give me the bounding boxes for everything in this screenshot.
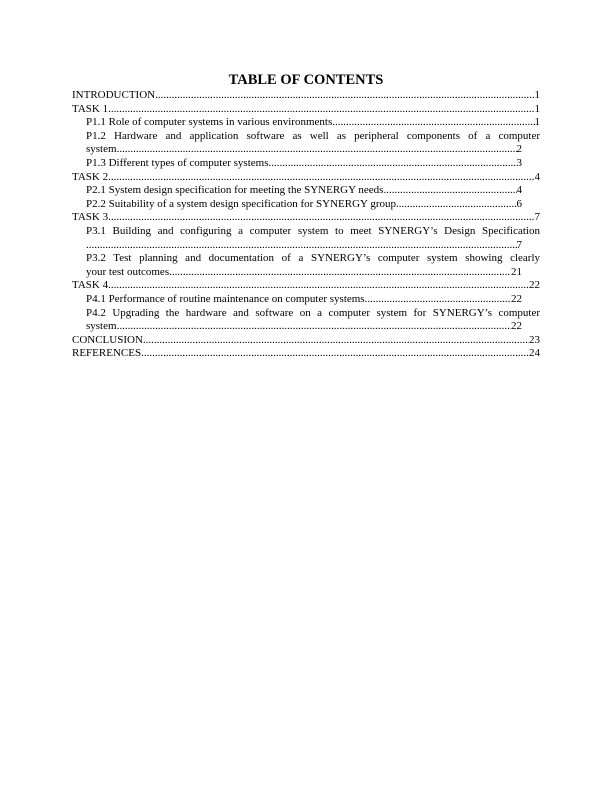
dot-leader — [169, 266, 511, 280]
toc-entry-label: TASK 4 — [72, 279, 109, 292]
dot-leader — [117, 143, 517, 157]
dot-leader — [108, 279, 529, 293]
toc-entry-label: P2.1 System design specification for meeting the SYNERGY needs — [86, 184, 384, 197]
dot-leader — [269, 157, 517, 171]
toc-entry-label: P1.2 Hardware and application software as well as peripheral components of a computer — [86, 129, 540, 142]
toc-list — [72, 89, 540, 361]
toc-entry-p3-1[interactable] — [72, 225, 540, 252]
toc-entry-page: 1 — [534, 116, 540, 129]
toc-entry-page: 24 — [529, 347, 540, 360]
toc-entry-page: 4 — [516, 184, 522, 197]
toc-entry-task-2[interactable] — [72, 171, 540, 185]
toc-entry-label: REFERENCES — [72, 347, 142, 360]
toc-entry-label-continued: your test outcomes — [86, 265, 170, 278]
toc-entry-label: P3.1 Building and configuring a computer system to meet SYNERGY’s Design Specification — [86, 224, 540, 237]
dot-leader — [383, 184, 516, 198]
toc-entry-page: 1 — [534, 102, 540, 115]
dot-leader — [332, 116, 534, 130]
toc-entry-label: TASK 3 — [72, 211, 109, 224]
dot-leader — [365, 293, 511, 307]
toc-entry-label: TASK 1 — [72, 102, 109, 115]
toc-entry-p1-3[interactable] — [72, 157, 540, 171]
dot-leader — [155, 89, 534, 103]
toc-entry-page: 1 — [534, 89, 540, 101]
toc-entry-label: INTRODUCTION — [72, 89, 156, 101]
toc-entry-page: 22 — [511, 292, 522, 305]
toc-entry-label: P4.1 Performance of routine maintenance on computer systems — [86, 292, 365, 305]
dot-leader — [108, 211, 534, 225]
dot-leader — [108, 171, 534, 185]
toc-entry-page: 4 — [534, 170, 540, 183]
toc-entry-page: 22 — [511, 320, 522, 333]
toc-entry-p2-2[interactable] — [72, 198, 540, 212]
toc-entry-task-3[interactable] — [72, 211, 540, 225]
toc-entry-p1-2[interactable] — [72, 130, 540, 157]
toc-entry-label-continued: system — [86, 143, 117, 156]
dot-leader — [143, 334, 529, 348]
toc-entry-task-1[interactable] — [72, 103, 540, 117]
toc-entry-page: 6 — [516, 197, 522, 210]
toc-entry-label: CONCLUSION — [72, 333, 143, 346]
toc-entry-page: 7 — [534, 211, 540, 224]
dot-leader — [141, 347, 529, 361]
document-page — [72, 72, 540, 361]
toc-entry-references[interactable] — [72, 347, 540, 361]
toc-entry-page: 22 — [529, 279, 540, 292]
toc-entry-page: 3 — [516, 156, 522, 169]
toc-entry-p4-1[interactable] — [72, 293, 540, 307]
dot-leader — [108, 103, 534, 117]
toc-entry-label: P2.2 Suitability of a system design specification for SYNERGY group — [86, 197, 397, 210]
toc-entry-page: 23 — [529, 333, 540, 346]
toc-entry-conclusion[interactable] — [72, 334, 540, 348]
toc-entry-label: P1.3 Different types of computer systems — [86, 156, 269, 169]
toc-entry-label-continued: system — [86, 320, 117, 333]
toc-title: TABLE OF CONTENTS — [228, 72, 384, 88]
dot-leader — [86, 239, 517, 253]
toc-entry-label: P1.1 Role of computer systems in various environments — [86, 116, 333, 129]
dot-leader — [117, 320, 511, 334]
toc-entry-label: P4.2 Upgrading the hardware and software on a computer system for SYNERGY’s computer — [86, 306, 540, 319]
toc-entry-label: TASK 2 — [72, 170, 109, 183]
toc-entry-introduction[interactable] — [72, 89, 540, 103]
toc-entry-label: P3.2 Test planning and documentation of a SYNERGY’s computer system showing clearly — [86, 252, 540, 265]
toc-entry-task-4[interactable] — [72, 279, 540, 293]
dot-leader — [396, 198, 516, 212]
toc-entry-p2-1[interactable] — [72, 184, 540, 198]
toc-entry-p1-1[interactable] — [72, 116, 540, 130]
toc-entry-page: 7 — [516, 238, 522, 251]
toc-entry-page: 21 — [511, 265, 522, 278]
toc-entry-page: 2 — [516, 143, 522, 156]
toc-entry-p4-2[interactable] — [72, 307, 540, 334]
toc-entry-p3-2[interactable] — [72, 252, 540, 279]
